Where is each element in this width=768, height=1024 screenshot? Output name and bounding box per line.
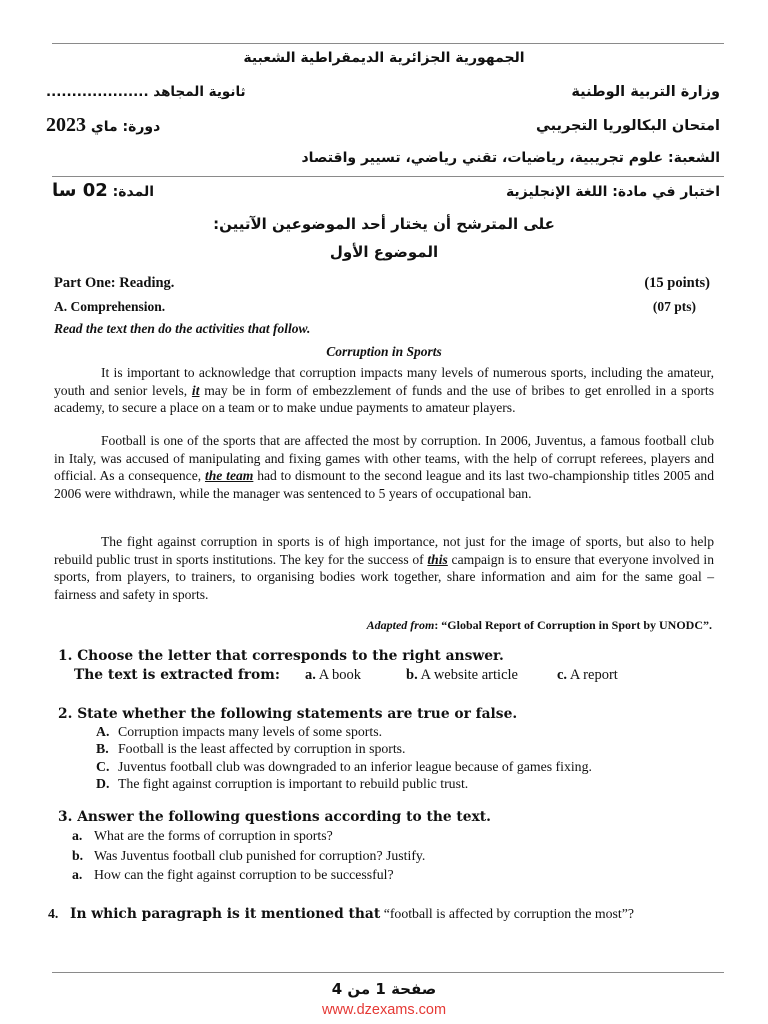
paragraph-2-text-a: Football is one of the sports that are affected the most by corruption. In 2006, Juventus, a famous football club in Italy, was accused of manipulating and fixing games with other teams, with the help of corrupt referees, players and official. As a consequence, (54, 433, 714, 484)
question-3a-letter: a. (72, 828, 83, 843)
statement-b-text: Football is the least affected by corruption in sports. (118, 741, 406, 756)
statement-a-letter: A. (96, 724, 110, 739)
paragraph-1 (54, 364, 714, 417)
question-3a (72, 828, 333, 844)
paragraph-1-text-a: It is important to acknowledge that corruption impacts many levels of numerous sports, including the amateur, youth and senior levels, (54, 365, 714, 398)
option-a (305, 667, 361, 684)
page-number: صفحة 1 من 4 (331, 980, 437, 998)
reference-word-it: it (191, 382, 200, 398)
question-3b-letter: b. (72, 848, 84, 863)
question-2: 2. State whether the following statements are true or false. (58, 706, 518, 722)
republic-title: الجمهورية الجزائرية الديمقراطية الشعبية (243, 50, 525, 66)
duration-value: 02 سا (52, 180, 108, 201)
session-line (46, 114, 160, 137)
question-4-number: 4. (48, 906, 59, 921)
question-3b-text: Was Juventus football club punished for corruption? Justify. (94, 848, 426, 863)
exam-title: امتحان البكالوريا التجريبي (535, 118, 720, 134)
statement-d-letter: D. (96, 776, 110, 791)
paragraph-2 (54, 432, 714, 502)
option-b (406, 667, 518, 684)
source-label: Adapted from (366, 618, 435, 632)
question-3a-text: What are the forms of corruption in sports? (94, 828, 333, 843)
question-3c-text: How can the fight against corruption to be successful? (94, 867, 394, 882)
header-rule (52, 176, 724, 177)
option-b-text: A website article (417, 667, 518, 683)
question-1: 1. Choose the letter that corresponds to the right answer. (58, 648, 504, 664)
question-3c (72, 867, 394, 883)
option-b-letter: b. (406, 667, 418, 683)
paragraph-3-text-b: campaign is to ensure that everyone involved in sports, from players, to trainers, to organising bodies work together, share information and aim for the same goal – fairness and safety in sports. (54, 551, 714, 602)
session-label: دورة: ماي (90, 119, 161, 135)
duration-line (52, 180, 154, 201)
statement-c (96, 759, 592, 775)
subject-label: اختبار في مادة: اللغة الإنجليزية (505, 184, 720, 200)
paragraph-1-text-b: may be in form of embezzlement of funds and the use of bribes to get enrolled in a sports academy, to secure a place on a team or to make undue payments to amateur players. (54, 382, 715, 416)
option-c-text: A report (567, 667, 618, 683)
school-label: ثانوية المجاهد .................... (46, 84, 246, 100)
duration-label: المدة: (112, 184, 155, 200)
statement-c-text: Juventus football club was downgraded to an inferior league because of games fixing. (118, 759, 592, 774)
text-source (367, 618, 712, 633)
statement-b-letter: B. (96, 741, 109, 756)
text-title: Corruption in Sports (326, 344, 442, 359)
section-points: (07 pts) (652, 299, 696, 314)
question-3c-letter: a. (72, 867, 83, 882)
footer-rule (52, 972, 724, 973)
streams-label: الشعبة: علوم تجريبية، رياضيات، تقني رياضي، تسيير واقتصاد (301, 150, 720, 166)
section-title: A. Comprehension. (54, 299, 166, 314)
paragraph-3 (54, 533, 714, 603)
option-c (557, 667, 618, 684)
reference-word-this: this (427, 551, 448, 567)
question-1-stem: The text is extracted from: (74, 667, 280, 683)
topic-title: الموضوع الأول (329, 243, 439, 261)
choice-instruction: على المترشح أن يختار أحد الموضوعين الآتيين: (213, 215, 555, 233)
reading-instruction: Read the text then do the activities that follow. (54, 321, 311, 336)
statement-b (96, 741, 406, 757)
question-3: 3. Answer the following questions according to the text. (58, 809, 491, 825)
statement-a-text: Corruption impacts many levels of some sports. (118, 724, 383, 739)
option-c-letter: c. (557, 667, 568, 683)
source-title: : “Global Report of Corruption in Sport by UNODC”. (434, 618, 712, 632)
statement-d (96, 776, 468, 792)
paragraph-3-text-a: The fight against corruption in sports is of high importance, not just for the image of sports, but also to help rebuild public trust in sports institutions. The key for the success of (54, 534, 714, 567)
session-year: 2023 (46, 114, 86, 136)
part-points: (15 points) (644, 275, 710, 291)
option-a-text: A book (315, 667, 361, 683)
watermark-link[interactable]: www.dzexams.com (321, 1002, 447, 1018)
paragraph-2-text-b: had to dismount to the second league and its last two-championship titles 2005 and 2006 were withdrawn, while the manager was sentenced to 5 years of occupational ban. (54, 468, 714, 501)
top-rule (52, 43, 724, 44)
question-4-text-b: “football is affected by corruption the most”? (380, 906, 635, 921)
question-4-text-a: In which paragraph is it mentioned that (70, 906, 381, 922)
part-title: Part One: Reading. (54, 275, 175, 291)
question-3b (72, 848, 425, 864)
reference-word-the-team: the team (204, 468, 254, 484)
question-4 (48, 906, 634, 922)
ministry-label: وزارة التربية الوطنية (571, 84, 720, 100)
statement-d-text: The fight against corruption is important to rebuild public trust. (118, 776, 469, 791)
statement-c-letter: C. (96, 759, 110, 774)
option-a-letter: a. (305, 667, 316, 683)
statement-a (96, 724, 382, 740)
